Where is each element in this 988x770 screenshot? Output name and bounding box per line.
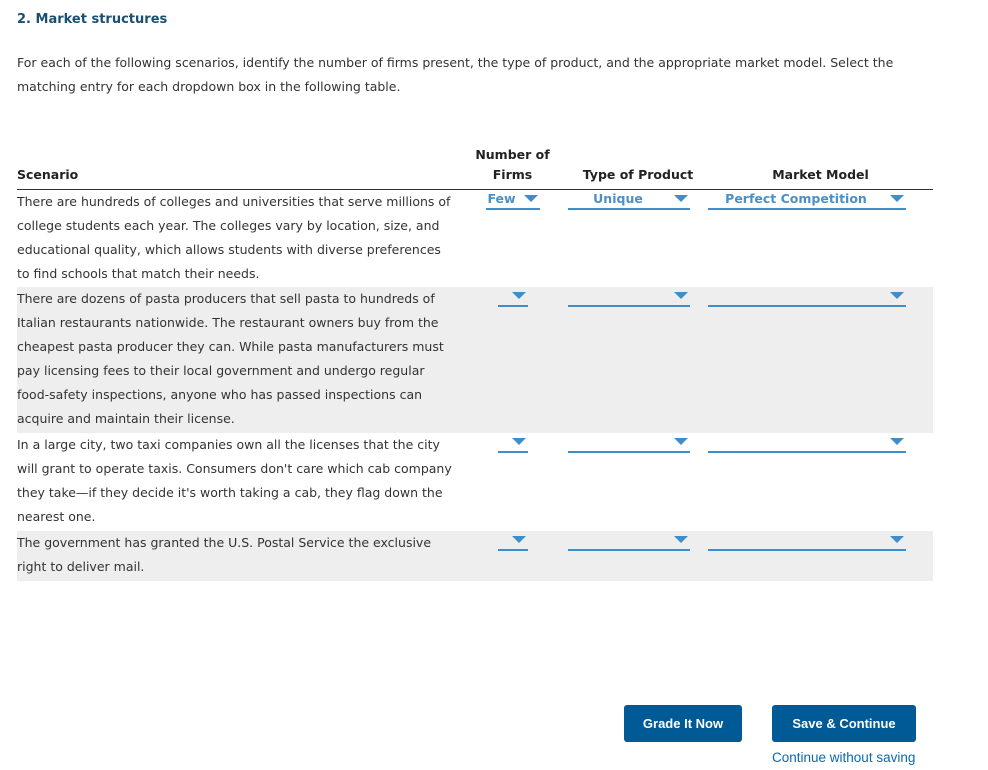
firms-dropdown[interactable] [486,190,540,210]
product-dropdown[interactable] [568,287,690,307]
model-dropdown[interactable] [708,531,906,551]
model-selected-value: Perfect Competition [725,191,867,206]
dropdown-arrow-icon [512,536,526,543]
header-product-label: Type of Product [582,167,694,182]
dropdown-arrow-icon [674,292,688,299]
firms-cell [457,287,568,433]
header-firms-line2: Firms [492,167,533,182]
header-model-label: Market Model [772,167,869,182]
instructions-text: For each of the following scenarios, identify the number of firms present, the type of product, and the appropriate market model. Select the matching entry for each dropdown box in the following table. [17,55,894,94]
product-selected-value: Unique [593,191,643,206]
firms-dropdown[interactable] [498,433,528,453]
table-row [17,531,933,581]
firms-cell [457,531,568,581]
firms-selected-value: Few [487,191,516,206]
model-cell [708,190,933,288]
table-header-row [17,145,933,190]
product-dropdown[interactable] [568,531,690,551]
scenario-text: In a large city, two taxi companies own all the licenses that the city will grant to operate taxis. Consumers don't care which cab company they take—if they decide it's worth taking a cab, they flag down the nearest one. [17,437,452,524]
dropdown-arrow-icon [890,292,904,299]
dropdown-arrow-icon [890,536,904,543]
table-row [17,287,933,433]
product-cell [568,433,708,531]
scenario-text: The government has granted the U.S. Postal Service the exclusive right to deliver mail. [17,531,457,581]
model-dropdown[interactable] [708,287,906,307]
product-dropdown[interactable] [568,190,690,210]
model-dropdown[interactable] [708,433,906,453]
dropdown-arrow-icon [512,292,526,299]
scenario-text: There are hundreds of colleges and universities that serve millions of college students each year. The colleges vary by location, size, and educational quality, which allows students with diverse preferences to find schools that match their needs. [17,194,451,281]
firms-cell [457,190,568,288]
product-cell [568,190,708,288]
scenario-text: There are dozens of pasta producers that sell pasta to hundreds of Italian restaurants nationwide. The restaurant owners buy from the cheapest pasta producer they can. While pasta manufacturers must pay licensing fees to their local government and undergo regular food-safety inspections, anyone who has passed inspections can acquire and maintain their license. [17,287,457,433]
product-dropdown[interactable] [568,433,690,453]
product-cell [568,531,708,581]
header-market-model [708,145,933,190]
header-scenario-label: Scenario [17,167,79,182]
firms-dropdown[interactable] [498,287,528,307]
model-cell [708,287,933,433]
dropdown-arrow-icon [524,195,538,202]
header-type-of-product [568,145,708,190]
model-cell [708,433,933,531]
grade-it-now-button[interactable]: Grade It Now [624,705,742,742]
market-structures-table [17,145,933,581]
table-row [17,190,933,288]
firms-dropdown[interactable] [498,531,528,551]
dropdown-arrow-icon [674,536,688,543]
product-cell [568,287,708,433]
dropdown-arrow-icon [890,195,904,202]
firms-cell [457,433,568,531]
save-and-continue-button[interactable]: Save & Continue [772,705,916,742]
dropdown-arrow-icon [512,438,526,445]
dropdown-arrow-icon [674,195,688,202]
model-dropdown[interactable] [708,190,906,210]
header-number-of-firms [457,145,568,190]
dropdown-arrow-icon [674,438,688,445]
header-scenario [17,145,457,190]
dropdown-arrow-icon [890,438,904,445]
model-cell [708,531,933,581]
header-firms-line1: Number of [475,147,550,162]
continue-without-saving-link[interactable]: Continue without saving [772,750,916,765]
table-row [17,433,933,531]
question-title: 2. Market structures [17,12,168,27]
